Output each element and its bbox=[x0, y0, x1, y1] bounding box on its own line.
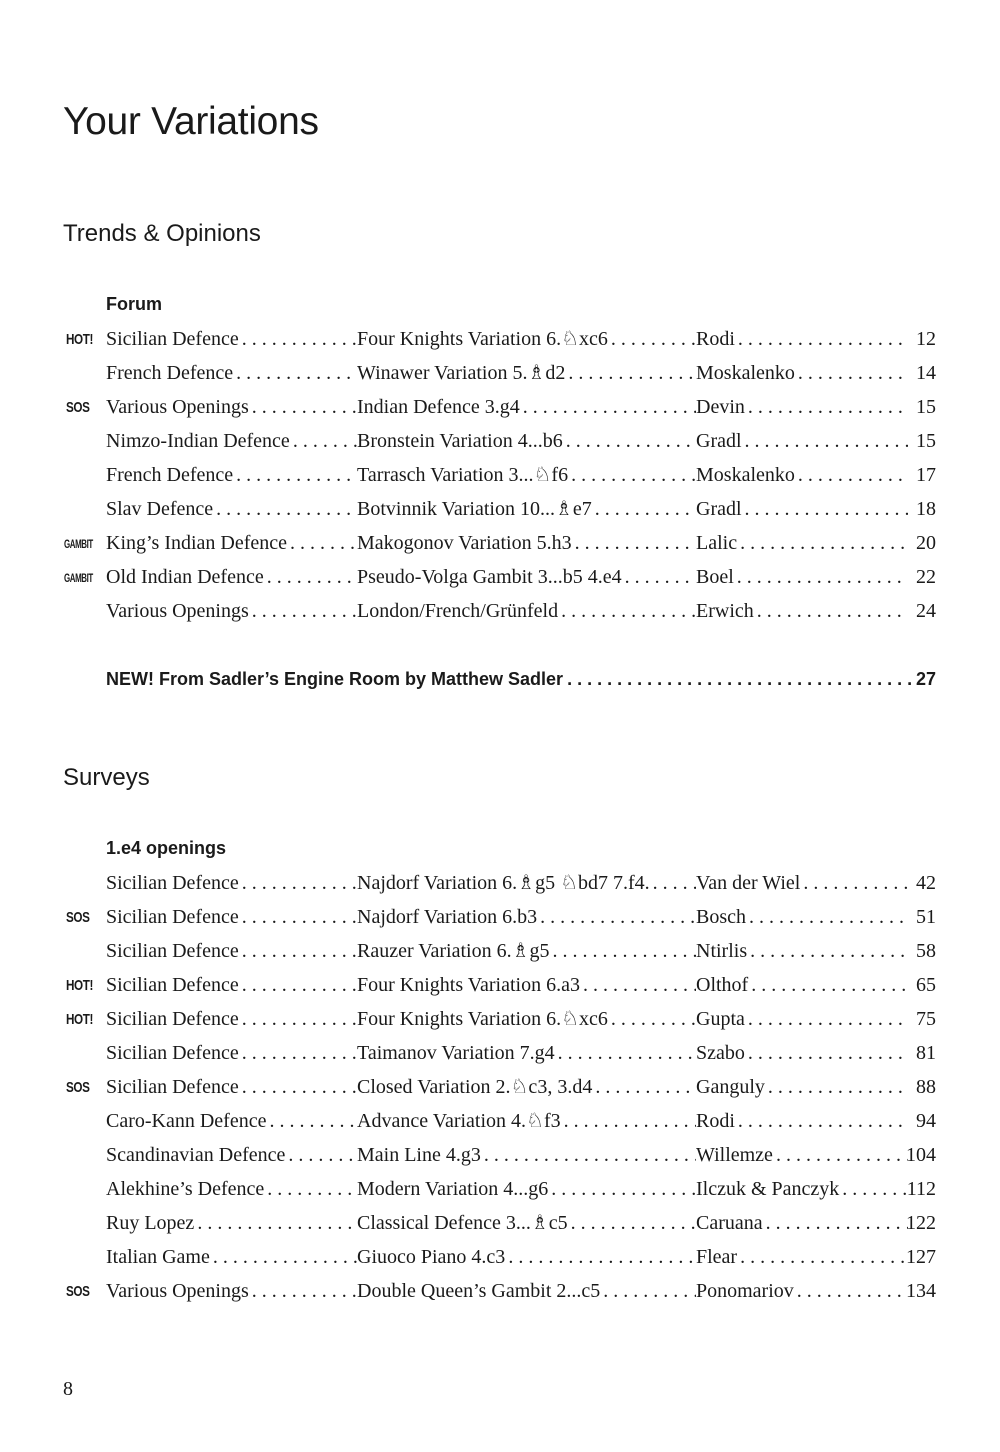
author-name: Ganguly bbox=[696, 1070, 768, 1104]
dot-leader bbox=[603, 1274, 696, 1308]
opening-name-cell bbox=[106, 1206, 357, 1240]
page-number: 14 bbox=[916, 362, 936, 384]
opening-name-cell bbox=[106, 526, 357, 560]
page-number: 88 bbox=[916, 1076, 936, 1098]
dot-leader bbox=[197, 1206, 357, 1240]
toc-list-e4-openings bbox=[0, 866, 1000, 1308]
opening-name-cell bbox=[106, 458, 357, 492]
dot-leader bbox=[252, 390, 357, 424]
author-name: Rodi bbox=[696, 1104, 738, 1138]
dot-leader bbox=[484, 1138, 696, 1172]
toc-entry bbox=[0, 900, 1000, 934]
variation-name-cell bbox=[357, 1070, 696, 1104]
feature-entry bbox=[106, 662, 936, 696]
variation-name-cell bbox=[357, 356, 696, 390]
opening-name-cell bbox=[106, 1036, 357, 1070]
toc-entry bbox=[0, 1206, 1000, 1240]
variation-name: Four Knights Variation 6.♘xc6 bbox=[357, 322, 611, 356]
dot-leader bbox=[571, 1206, 696, 1240]
dot-leader bbox=[575, 526, 696, 560]
opening-name-cell bbox=[106, 560, 357, 594]
opening-name-cell bbox=[106, 1104, 357, 1138]
toc-entry bbox=[0, 1002, 1000, 1036]
dot-leader bbox=[740, 1240, 908, 1274]
variation-name: Four Knights Variation 6.a3 bbox=[357, 968, 583, 1002]
variation-name: Rauzer Variation 6.♗g5 bbox=[357, 934, 553, 968]
author-name-cell bbox=[696, 1172, 908, 1206]
dot-leader bbox=[583, 968, 696, 1002]
toc-entry bbox=[0, 866, 1000, 900]
opening-name-cell bbox=[106, 866, 357, 900]
feature-page-number: 27 bbox=[915, 669, 936, 689]
section-heading-surveys: Surveys bbox=[63, 764, 150, 791]
page-folio: 8 bbox=[63, 1378, 73, 1400]
author-name-cell bbox=[696, 1274, 908, 1308]
variation-name-cell bbox=[357, 1206, 696, 1240]
opening-name-cell bbox=[106, 1274, 357, 1308]
dot-leader bbox=[842, 1172, 908, 1206]
author-name: Lalic bbox=[696, 526, 740, 560]
dot-leader bbox=[803, 866, 908, 900]
author-name: Boel bbox=[696, 560, 737, 594]
author-name: Olthof bbox=[696, 968, 751, 1002]
page-number: 94 bbox=[916, 1110, 936, 1132]
dot-leader bbox=[551, 1172, 696, 1206]
author-name: Gupta bbox=[696, 1002, 748, 1036]
opening-name: French Defence bbox=[106, 356, 236, 390]
variation-name-cell bbox=[357, 322, 696, 356]
variation-name-cell bbox=[357, 526, 696, 560]
variation-name-cell bbox=[357, 1138, 696, 1172]
toc-entry bbox=[0, 526, 1000, 560]
entry-tag: GAMBIT bbox=[64, 571, 93, 585]
page-number: 17 bbox=[916, 464, 936, 486]
variation-name: Makogonov Variation 5.h3 bbox=[357, 526, 575, 560]
dot-leader bbox=[242, 1070, 357, 1104]
page-number: 122 bbox=[906, 1212, 936, 1234]
variation-name: Taimanov Variation 7.g4 bbox=[357, 1036, 558, 1070]
dot-leader bbox=[267, 560, 357, 594]
opening-name: Old Indian Defence bbox=[106, 560, 267, 594]
page-number: 22 bbox=[916, 566, 936, 588]
variation-name-cell bbox=[357, 594, 696, 628]
author-name-cell bbox=[696, 526, 908, 560]
dot-leader bbox=[242, 968, 357, 1002]
toc-entry bbox=[0, 1036, 1000, 1070]
variation-name: Bronstein Variation 4...b6 bbox=[357, 424, 566, 458]
toc-entry bbox=[0, 560, 1000, 594]
author-name: Devin bbox=[696, 390, 748, 424]
toc-entry bbox=[0, 1138, 1000, 1172]
toc-entry bbox=[0, 322, 1000, 356]
dot-leader bbox=[568, 356, 696, 390]
variation-name: Closed Variation 2.♘c3, 3.d4 bbox=[357, 1070, 595, 1104]
section-heading-trends: Trends & Opinions bbox=[63, 220, 261, 247]
opening-name-cell bbox=[106, 424, 357, 458]
opening-name-cell bbox=[106, 356, 357, 390]
author-name: Szabo bbox=[696, 1036, 748, 1070]
opening-name-cell bbox=[106, 934, 357, 968]
dot-leader bbox=[776, 1138, 908, 1172]
opening-name: Sicilian Defence bbox=[106, 934, 242, 968]
toc-entry bbox=[0, 356, 1000, 390]
author-name: Flear bbox=[696, 1240, 740, 1274]
variation-name-cell bbox=[357, 560, 696, 594]
opening-name-cell bbox=[106, 492, 357, 526]
toc-entry bbox=[0, 1172, 1000, 1206]
opening-name: Sicilian Defence bbox=[106, 1036, 242, 1070]
dot-leader bbox=[745, 424, 908, 458]
dot-leader bbox=[267, 1172, 357, 1206]
variation-name-cell bbox=[357, 1172, 696, 1206]
author-name-cell bbox=[696, 356, 908, 390]
toc-entry bbox=[0, 968, 1000, 1002]
toc-entry bbox=[0, 458, 1000, 492]
variation-name: London/French/Grünfeld bbox=[357, 594, 561, 628]
dot-leader bbox=[768, 1070, 908, 1104]
page-number: 20 bbox=[916, 532, 936, 554]
entry-tag: HOT! bbox=[66, 977, 94, 994]
author-name: Gradl bbox=[696, 424, 745, 458]
opening-name: Nimzo-Indian Defence bbox=[106, 424, 293, 458]
dot-leader bbox=[766, 1206, 908, 1240]
variation-name: Advance Variation 4.♘f3 bbox=[357, 1104, 564, 1138]
author-name: Ntirlis bbox=[696, 934, 750, 968]
dot-leader bbox=[216, 492, 357, 526]
opening-name: Scandinavian Defence bbox=[106, 1138, 288, 1172]
page-number: 75 bbox=[916, 1008, 936, 1030]
page-number: 42 bbox=[916, 872, 936, 894]
variation-name-cell bbox=[357, 968, 696, 1002]
dot-leader bbox=[566, 424, 696, 458]
dot-leader bbox=[242, 1036, 357, 1070]
author-name: Caruana bbox=[696, 1206, 766, 1240]
dot-leader bbox=[252, 594, 357, 628]
opening-name: Various Openings bbox=[106, 594, 252, 628]
dot-leader bbox=[553, 934, 696, 968]
page-number: 24 bbox=[916, 600, 936, 622]
variation-name: Double Queen’s Gambit 2...c5 bbox=[357, 1274, 603, 1308]
dot-leader bbox=[242, 900, 357, 934]
entry-tag: SOS bbox=[66, 909, 90, 926]
dot-leader bbox=[748, 1002, 908, 1036]
author-name: Erwich bbox=[696, 594, 757, 628]
page-title: Your Variations bbox=[63, 100, 319, 143]
page-number: 18 bbox=[916, 498, 936, 520]
dot-leader bbox=[749, 900, 908, 934]
dot-leader bbox=[738, 1104, 908, 1138]
variation-name: Tarrasch Variation 3...♘f6 bbox=[357, 458, 571, 492]
group-heading-e4-openings: 1.e4 openings bbox=[106, 838, 227, 858]
variation-name-cell bbox=[357, 390, 696, 424]
page-number: 15 bbox=[916, 430, 936, 452]
variation-name: Pseudo-Volga Gambit 3...b5 4.e4 bbox=[357, 560, 625, 594]
variation-name: Indian Defence 3.g4 bbox=[357, 390, 523, 424]
dot-leader bbox=[595, 492, 696, 526]
author-name: Willemze bbox=[696, 1138, 776, 1172]
dot-leader bbox=[750, 934, 908, 968]
author-name: Gradl bbox=[696, 492, 745, 526]
page-number: 51 bbox=[916, 906, 936, 928]
page-number: 112 bbox=[906, 1178, 936, 1200]
variation-name-cell bbox=[357, 492, 696, 526]
opening-name: Sicilian Defence bbox=[106, 322, 242, 356]
author-name-cell bbox=[696, 1070, 908, 1104]
dot-leader bbox=[242, 934, 357, 968]
author-name-cell bbox=[696, 1036, 908, 1070]
group-heading-forum: Forum bbox=[106, 294, 162, 314]
dot-leader bbox=[653, 866, 696, 900]
opening-name-cell bbox=[106, 1002, 357, 1036]
toc-entry bbox=[0, 594, 1000, 628]
opening-name-cell bbox=[106, 1240, 357, 1274]
author-name-cell bbox=[696, 1206, 908, 1240]
toc-entry bbox=[0, 424, 1000, 458]
author-name-cell bbox=[696, 968, 908, 1002]
author-name: Moskalenko bbox=[696, 458, 798, 492]
variation-name-cell bbox=[357, 934, 696, 968]
opening-name-cell bbox=[106, 594, 357, 628]
author-name-cell bbox=[696, 390, 908, 424]
opening-name: Caro-Kann Defence bbox=[106, 1104, 269, 1138]
page-number: 81 bbox=[916, 1042, 936, 1064]
dot-leader bbox=[242, 1002, 357, 1036]
dot-leader bbox=[269, 1104, 357, 1138]
opening-name: Slav Defence bbox=[106, 492, 216, 526]
opening-name: French Defence bbox=[106, 458, 236, 492]
variation-name: Najdorf Variation 6.♗g5 ♘bd7 7.f4. bbox=[357, 866, 653, 900]
opening-name-cell bbox=[106, 390, 357, 424]
dot-leader bbox=[595, 1070, 696, 1104]
dot-leader bbox=[293, 424, 357, 458]
dot-leader bbox=[797, 1274, 908, 1308]
variation-name: Najdorf Variation 6.b3 bbox=[357, 900, 540, 934]
author-name-cell bbox=[696, 1138, 908, 1172]
dot-leader bbox=[745, 492, 908, 526]
variation-name-cell bbox=[357, 1240, 696, 1274]
variation-name: Four Knights Variation 6.♘xc6 bbox=[357, 1002, 611, 1036]
dot-leader bbox=[508, 1240, 696, 1274]
toc-entry bbox=[0, 1070, 1000, 1104]
dot-leader bbox=[611, 322, 696, 356]
variation-name: Botvinnik Variation 10...♗e7 bbox=[357, 492, 595, 526]
dot-leader bbox=[290, 526, 357, 560]
author-name-cell bbox=[696, 322, 908, 356]
dot-leader bbox=[798, 356, 908, 390]
opening-name-cell bbox=[106, 322, 357, 356]
toc-entry bbox=[0, 390, 1000, 424]
page-number: 104 bbox=[906, 1144, 936, 1166]
author-name: Ponomariov bbox=[696, 1274, 797, 1308]
opening-name: Italian Game bbox=[106, 1240, 213, 1274]
dot-leader bbox=[523, 390, 696, 424]
variation-name: Main Line 4.g3 bbox=[357, 1138, 484, 1172]
dot-leader bbox=[740, 526, 908, 560]
page-number: 127 bbox=[906, 1246, 936, 1268]
dot-leader bbox=[236, 356, 357, 390]
page-number: 58 bbox=[916, 940, 936, 962]
dot-leader bbox=[288, 1138, 357, 1172]
variation-name: Classical Defence 3...♗c5 bbox=[357, 1206, 571, 1240]
variation-name-cell bbox=[357, 1036, 696, 1070]
opening-name: Various Openings bbox=[106, 390, 252, 424]
opening-name: Sicilian Defence bbox=[106, 1002, 242, 1036]
toc-entry bbox=[0, 1274, 1000, 1308]
dot-leader bbox=[242, 322, 357, 356]
author-name-cell bbox=[696, 424, 908, 458]
opening-name: King’s Indian Defence bbox=[106, 526, 290, 560]
dot-leader bbox=[213, 1240, 357, 1274]
entry-tag: GAMBIT bbox=[64, 537, 93, 551]
dot-leader bbox=[236, 458, 357, 492]
variation-name-cell bbox=[357, 1274, 696, 1308]
dot-leader bbox=[242, 866, 357, 900]
author-name-cell bbox=[696, 1002, 908, 1036]
variation-name: Winawer Variation 5.♗d2 bbox=[357, 356, 568, 390]
dot-leader bbox=[748, 390, 908, 424]
variation-name: Modern Variation 4...g6 bbox=[357, 1172, 551, 1206]
author-name-cell bbox=[696, 934, 908, 968]
opening-name: Ruy Lopez bbox=[106, 1206, 197, 1240]
author-name-cell bbox=[696, 594, 908, 628]
author-name-cell bbox=[696, 1240, 908, 1274]
opening-name: Sicilian Defence bbox=[106, 900, 242, 934]
toc-entry bbox=[0, 934, 1000, 968]
entry-tag: SOS bbox=[66, 399, 90, 416]
author-name: Ilczuk & Panczyk bbox=[696, 1172, 842, 1206]
dot-leader bbox=[564, 1104, 696, 1138]
opening-name-cell bbox=[106, 1172, 357, 1206]
page-number: 15 bbox=[916, 396, 936, 418]
entry-tag: SOS bbox=[66, 1283, 90, 1300]
toc-entry bbox=[0, 1104, 1000, 1138]
author-name: Van der Wiel bbox=[696, 866, 803, 900]
dot-leader bbox=[558, 1036, 696, 1070]
author-name-cell bbox=[696, 1104, 908, 1138]
opening-name-cell bbox=[106, 1070, 357, 1104]
variation-name-cell bbox=[357, 424, 696, 458]
dot-leader bbox=[611, 1002, 696, 1036]
dot-leader bbox=[798, 458, 908, 492]
entry-tag: HOT! bbox=[66, 331, 94, 348]
author-name: Rodi bbox=[696, 322, 738, 356]
dot-leader bbox=[738, 322, 908, 356]
opening-name: Various Openings bbox=[106, 1274, 252, 1308]
variation-name: Giuoco Piano 4.c3 bbox=[357, 1240, 508, 1274]
dot-leader bbox=[252, 1274, 357, 1308]
dot-leader bbox=[737, 560, 908, 594]
page-number: 12 bbox=[916, 328, 936, 350]
dot-leader bbox=[561, 594, 696, 628]
variation-name-cell bbox=[357, 900, 696, 934]
opening-name: Sicilian Defence bbox=[106, 968, 242, 1002]
dot-leader bbox=[540, 900, 696, 934]
dot-leader bbox=[751, 968, 908, 1002]
opening-name-cell bbox=[106, 900, 357, 934]
toc-entry bbox=[0, 492, 1000, 526]
opening-name: Sicilian Defence bbox=[106, 1070, 242, 1104]
author-name-cell bbox=[696, 866, 908, 900]
page-number: 65 bbox=[916, 974, 936, 996]
dot-leader bbox=[757, 594, 908, 628]
variation-name-cell bbox=[357, 1002, 696, 1036]
opening-name: Sicilian Defence bbox=[106, 866, 242, 900]
toc-list-forum bbox=[0, 322, 1000, 628]
toc-entry bbox=[0, 1240, 1000, 1274]
opening-name: Alekhine’s Defence bbox=[106, 1172, 267, 1206]
dot-leader bbox=[567, 662, 916, 696]
feature-label: NEW! From Sadler’s Engine Room by Matthew Sadler bbox=[106, 669, 564, 689]
author-name-cell bbox=[696, 560, 908, 594]
author-name: Moskalenko bbox=[696, 356, 798, 390]
page-number: 134 bbox=[906, 1280, 936, 1302]
author-name: Bosch bbox=[696, 900, 749, 934]
variation-name-cell bbox=[357, 1104, 696, 1138]
opening-name-cell bbox=[106, 1138, 357, 1172]
entry-tag: SOS bbox=[66, 1079, 90, 1096]
opening-name-cell bbox=[106, 968, 357, 1002]
dot-leader bbox=[571, 458, 696, 492]
dot-leader bbox=[625, 560, 696, 594]
dot-leader bbox=[748, 1036, 908, 1070]
author-name-cell bbox=[696, 458, 908, 492]
author-name-cell bbox=[696, 900, 908, 934]
author-name-cell bbox=[696, 492, 908, 526]
entry-tag: HOT! bbox=[66, 1011, 94, 1028]
variation-name-cell bbox=[357, 458, 696, 492]
variation-name-cell bbox=[357, 866, 696, 900]
